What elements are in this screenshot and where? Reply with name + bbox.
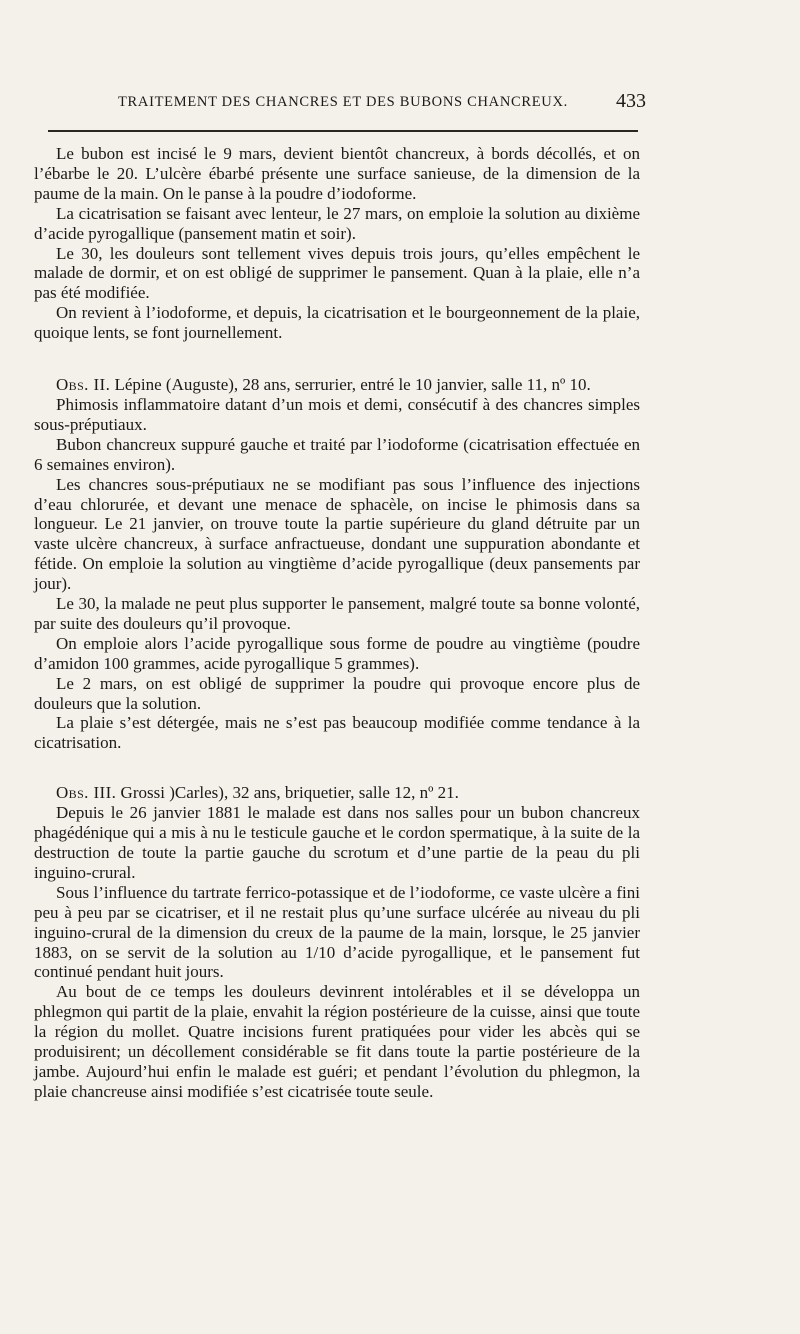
observation-heading <box>34 375 640 395</box>
paragraph: La cicatrisation se faisant avec lenteur, le 27 mars, on emploie la solution au dixième d’acide pyrogallique (pansement matin et soir). <box>34 203 640 243</box>
paragraph: Le 30, les douleurs sont tellement vives depuis trois jours, qu’elles empêchent le malade de dormir, et on est obligé de supprimer le pansement. Quan à la plaie, elle n’a pas été modifiée. <box>34 243 640 303</box>
section-gap <box>34 753 640 783</box>
body-text <box>34 144 640 1102</box>
observation-heading-text: Lépine (Auguste), 28 ans, serrurier, entré le 10 janvier, salle 11, nº 10. <box>114 375 591 395</box>
observation-label: Obs. III. <box>56 783 117 803</box>
section-gap <box>34 343 640 375</box>
header-rule <box>48 130 638 132</box>
observation-heading-text: Grossi )Carles), 32 ans, briquetier, salle 12, nº 21. <box>120 783 459 803</box>
paragraph: On revient à l’iodoforme, et depuis, la cicatrisation et le bourgeonnement de la plaie, quoique lents, se font journellement. <box>34 303 640 343</box>
paragraph: Les chancres sous-préputiaux ne se modifiant pas sous l’influence des injections d’eau chlorurée, et devant une menace de sphacèle, on incise le phimosis dans sa longueur. Le 21 janvier, on trouve toute la partie supérieure du gland détruite par un vaste ulcère chancreux, à surface anfractueuse, dondant une suppuration abondante et fétide. On emploie la solution au vingtième d’acide pyrogallique (deux pansements par jour). <box>34 474 640 594</box>
paragraph: La plaie s’est détergée, mais ne s’est pas beaucoup modifiée comme tendance à la cicatrisation. <box>34 713 640 753</box>
paragraph: Le bubon est incisé le 9 mars, devient bientôt chancreux, à bords décollés, et on l’ébarbe le 20. L’ulcère ébarbé présente une surface sanieuse, de la dimension de la paume de la main. On le panse à la poudre d’iodoforme. <box>34 144 640 203</box>
page-number: 433 <box>616 90 646 112</box>
observation-label: Obs. II. <box>56 375 111 395</box>
running-header <box>36 90 646 120</box>
running-title: TRAITEMENT DES CHANCRES ET DES BUBONS CHANCREUX. <box>118 94 568 110</box>
paragraph: Le 30, la malade ne peut plus supporter le pansement, malgré toute sa bonne volonté, par suite des douleurs qu’il provoque. <box>34 594 640 633</box>
paragraph: Phimosis inflammatoire datant d’un mois et demi, consécutif à des chancres simples sous-préputiaux. <box>34 394 640 434</box>
paragraph: Depuis le 26 janvier 1881 le malade est dans nos salles pour un bubon chancreux phagédénique qui a mis à nu le testicule gauche et le cordon spermatique, à la suite de la destruction de toute la partie gauche du scrotum et d’une partie de la peau du pli inguino-crural. <box>34 803 640 882</box>
paragraph: On emploie alors l’acide pyrogallique sous forme de poudre au vingtième (poudre d’amidon 100 grammes, acide pyrogallique 5 grammes). <box>34 633 640 673</box>
paragraph: Le 2 mars, on est obligé de supprimer la poudre qui provoque encore plus de douleurs que la solution. <box>34 673 640 713</box>
paragraph: Sous l’influence du tartrate ferrico-potassique et de l’iodoforme, ce vaste ulcère a fini peu à peu par se cicatriser, et il ne restait plus qu’une surface ulcérée au niveau du pli inguino-crural de la dimension du creux de la paume de la main, lorsque, le 25 janvier 1883, on se servit de la solution au 1/10 d’acide pyrogallique, et le pansement fut continué pendant huit jours. <box>34 882 640 982</box>
observation-heading <box>34 783 640 803</box>
paragraph: Bubon chancreux suppuré gauche et traité par l’iodoforme (cicatrisation effectuée en 6 semaines environ). <box>34 434 640 474</box>
paragraph: Au bout de ce temps les douleurs devinrent intolérables et il se développa un phlegmon qui partit de la plaie, envahit la région postérieure de la cuisse, ainsi que toute la région du mollet. Quatre incisions furent pratiquées pour vider les abcès qui se produisirent; un décollement considérable se fit dans toute la partie postérieure de la jambe. Aujourd’hui enfin le malade est guéri; et pendant l’évolution du phlegmon, la plaie chancreuse ainsi modifiée s’est cicatrisée toute seule. <box>34 982 640 1101</box>
